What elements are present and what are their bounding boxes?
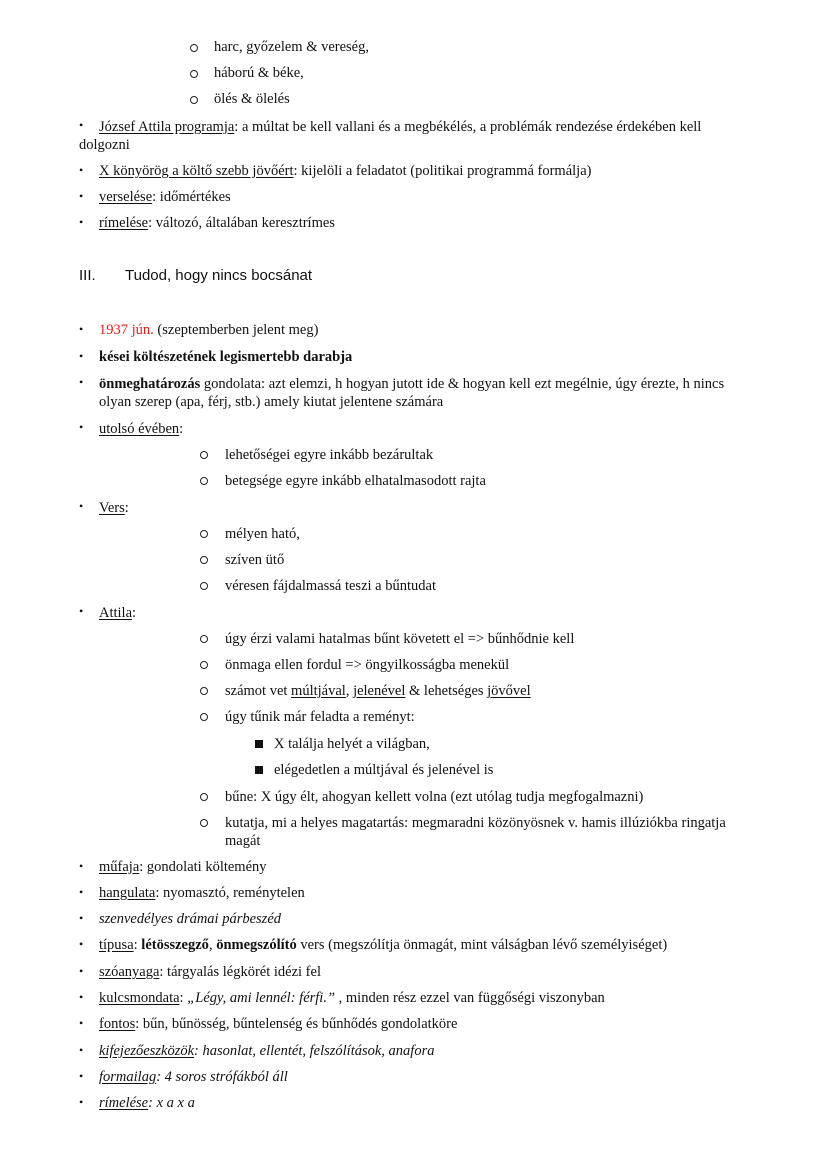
list-marker-icon: [190, 70, 198, 78]
bullet-icon: •: [79, 349, 84, 363]
keyword: létösszegző: [141, 937, 209, 953]
list-marker-icon: [200, 556, 208, 564]
description: : tárgyalás légkörét idézi fel: [159, 964, 321, 980]
list-item: [99, 989, 605, 1007]
text: :: [179, 990, 188, 1006]
list-marker-icon: [200, 819, 208, 827]
description: : bűn, bűnösség, bűntelenség és bűnhődés gondolatkörе: [135, 1016, 458, 1032]
list-item-continuation: dolgozni: [79, 137, 130, 153]
section-title: Tudod, hogy nincs bocsánat: [125, 267, 313, 284]
term: rímelése: [99, 1095, 149, 1111]
bullet-icon: •: [79, 990, 84, 1004]
date: 1937 jún.: [99, 322, 154, 338]
list-marker-icon: [200, 661, 208, 669]
text: ,: [208, 937, 217, 953]
list-item: [99, 1015, 457, 1033]
term: jelenével: [353, 683, 406, 699]
description: vers (megszólítja önmagát, mint válságban lévő személyiséget): [296, 937, 668, 953]
list-item: szíven ütő: [225, 552, 285, 568]
quote: „Légy, ami lennél: férfi.”: [187, 990, 336, 1006]
text: ,: [345, 683, 354, 699]
term: szóanyaga: [99, 964, 160, 980]
square-marker-icon: [255, 740, 263, 748]
bullet-icon: •: [79, 375, 84, 389]
text: számot vet: [225, 683, 292, 699]
colon: :: [132, 605, 137, 621]
term: József Attila programja: [99, 119, 235, 135]
term: kifejezőeszközök: [99, 1043, 195, 1059]
bullet-icon: •: [79, 1069, 84, 1083]
description: : nyomasztó, reménytelen: [155, 885, 305, 901]
list-item: [99, 162, 591, 180]
list-item: [225, 682, 531, 700]
term: önmeghatározás: [99, 376, 201, 392]
description: : a múltat be kell vallani és a megbékélés, a problémák rendezése érdekében kell: [234, 119, 702, 135]
list-item: kései költészetének legismertebb darabja: [99, 349, 353, 365]
list-item: harc, győzelem & vereség,: [214, 39, 369, 55]
list-marker-icon: [190, 96, 198, 104]
description: : kijelöli a feladatot (politikai programmá formálja): [293, 163, 592, 179]
bullet-icon: •: [79, 499, 84, 513]
list-item: önmaga ellen fordul => öngyilkosságba menekül: [225, 657, 510, 673]
bullet-icon: •: [79, 964, 84, 978]
bullet-icon: •: [79, 322, 84, 336]
term: fontos: [99, 1016, 136, 1032]
bullet-icon: •: [79, 189, 84, 203]
list-item: X találja helyét a világban,: [274, 736, 430, 752]
term: Attila: [99, 605, 133, 621]
square-marker-icon: [255, 766, 263, 774]
bullet-icon: •: [79, 163, 84, 177]
term: jövővel: [487, 683, 531, 699]
term: típusa: [99, 937, 134, 953]
bullet-icon: •: [79, 1095, 84, 1109]
list-item: [99, 1094, 195, 1112]
list-item: [99, 604, 136, 622]
bullet-icon: •: [79, 1043, 84, 1057]
text: :: [133, 937, 142, 953]
term: formailag: [99, 1069, 157, 1085]
term: X könyörög a költő szebb jövőért: [99, 163, 294, 179]
description: (szeptemberben jelent meg): [153, 322, 319, 338]
list-item: háború & béke,: [214, 65, 304, 81]
list-item: [99, 420, 183, 438]
list-item: [99, 858, 267, 876]
term: hangulata: [99, 885, 156, 901]
list-marker-icon: [190, 44, 198, 52]
list-item: elégedetlen a múltjával és jelenével is: [274, 762, 494, 778]
colon: :: [124, 500, 129, 516]
list-item: [99, 188, 231, 206]
list-item: bűne: X úgy élt, ahogyan kellett volna (ezt utólag tudja megfogalmazni): [225, 789, 644, 805]
list-item: [99, 499, 129, 517]
bullet-icon: •: [79, 420, 84, 434]
description: : 4 soros strófákból áll: [156, 1069, 288, 1085]
list-item: úgy érzi valami hatalmas bűnt követett el => bűnhődnie kell: [225, 631, 575, 647]
list-item: [99, 214, 335, 232]
list-item: [99, 884, 305, 902]
term: múltjával: [291, 683, 346, 699]
description: : x a x a: [148, 1095, 195, 1111]
text: & lehetséges: [405, 683, 488, 699]
list-item: [99, 321, 318, 339]
description: : hasonlat, ellentét, felszólítások, anafora: [194, 1043, 435, 1059]
bullet-icon: •: [79, 604, 84, 618]
term: rímelése: [99, 215, 149, 231]
list-item: lehetőségei egyre inkább bezárultak: [225, 447, 434, 463]
list-item: kutatja, mi a helyes magatartás: megmaradni közönyösnek v. hamis illúziókba ringatja: [225, 815, 726, 831]
term: utolsó évében: [99, 421, 180, 437]
list-item: úgy tűnik már feladta a reményt:: [225, 709, 415, 725]
section-number: III.: [79, 267, 96, 284]
bullet-icon: •: [79, 885, 84, 899]
bullet-icon: •: [79, 1016, 84, 1030]
bullet-icon: •: [79, 937, 84, 951]
list-item: mélyen ható,: [225, 526, 300, 542]
term: kulcsmondata: [99, 990, 180, 1006]
term: műfaja: [99, 859, 140, 875]
list-item: véresen fájdalmassá teszi a bűntudat: [225, 578, 436, 594]
list-marker-icon: [200, 530, 208, 538]
list-marker-icon: [200, 793, 208, 801]
list-marker-icon: [200, 687, 208, 695]
bullet-icon: •: [79, 118, 84, 132]
list-item: [99, 1068, 288, 1086]
list-marker-icon: [200, 713, 208, 721]
bullet-icon: •: [79, 215, 84, 229]
list-item: [99, 936, 667, 954]
list-item: [99, 963, 321, 981]
term: verselése: [99, 189, 153, 205]
bullet-icon: •: [79, 911, 84, 925]
description: : gondolati költemény: [139, 859, 267, 875]
list-item: [99, 118, 701, 136]
list-item: [99, 1042, 434, 1060]
list-marker-icon: [200, 477, 208, 485]
list-item: betegsége egyre inkább elhatalmasodott rajta: [225, 473, 486, 489]
keyword: önmegszólító: [216, 937, 297, 953]
list-item: [99, 375, 724, 393]
list-item-continuation: magát: [225, 833, 261, 849]
description: , minden rész ezzel van függőségi viszonyban: [335, 990, 605, 1006]
description: gondolata: azt elemzi, h hogyan jutott ide & hogyan kell ezt megélnie, úgy érezte, h nincs: [200, 376, 725, 392]
bullet-icon: •: [79, 859, 84, 873]
description: : változó, általában keresztrímes: [148, 215, 335, 231]
list-item: szenvedélyes drámai párbeszéd: [99, 911, 282, 927]
list-marker-icon: [200, 635, 208, 643]
term: Vers: [99, 500, 125, 516]
colon: :: [179, 421, 184, 437]
description: : időmértékes: [152, 189, 231, 205]
list-item: ölés & ölelés: [214, 91, 290, 107]
list-item-continuation: olyan szerep (apa, férj, stb.) amely kiutat jelentene számára: [99, 394, 444, 410]
list-marker-icon: [200, 582, 208, 590]
list-marker-icon: [200, 451, 208, 459]
